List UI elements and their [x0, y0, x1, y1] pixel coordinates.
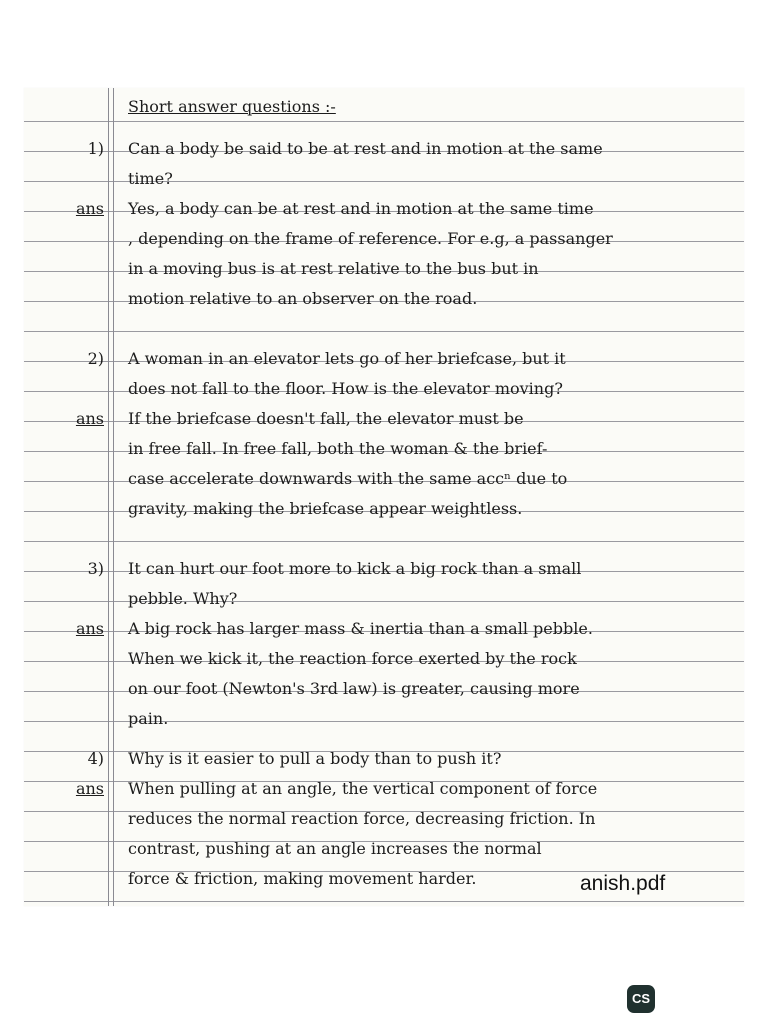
- question-number: 1): [87, 139, 104, 158]
- answer-label: ans: [75, 199, 104, 218]
- question-number: 3): [87, 559, 104, 578]
- answer-row: [24, 434, 744, 464]
- question-row: [24, 744, 744, 774]
- question-text: It can hurt our foot more to kick a big rock than a small: [128, 559, 582, 578]
- answer-row: [24, 704, 744, 734]
- answer-text: in a moving bus is at rest relative to the bus but in: [128, 259, 539, 278]
- answer-row: [24, 194, 744, 224]
- answer-text: in free fall. In free fall, both the woman & the brief-: [128, 439, 548, 458]
- answer-text: pain.: [128, 709, 169, 728]
- answer-text: motion relative to an observer on the road.: [128, 289, 478, 308]
- question-row: [24, 164, 744, 194]
- answer-row: [24, 644, 744, 674]
- answer-text: When pulling at an angle, the vertical component of force: [128, 779, 598, 798]
- answer-text: If the briefcase doesn't fall, the elevator must be: [128, 409, 524, 428]
- answer-row: [24, 774, 744, 804]
- camscanner-logo-icon: CS: [627, 985, 655, 1013]
- answer-text: When we kick it, the reaction force exerted by the rock: [128, 649, 577, 668]
- question-text: A woman in an elevator lets go of her briefcase, but it: [128, 349, 566, 368]
- answer-row: [24, 804, 744, 834]
- answer-row: [24, 254, 744, 284]
- question-number: 2): [87, 349, 104, 368]
- answer-row: [24, 404, 744, 434]
- answer-row: [24, 494, 744, 524]
- question-text: Can a body be said to be at rest and in motion at the same: [128, 139, 603, 158]
- answer-text: on our foot (Newton's 3rd law) is greater, causing more: [128, 679, 580, 698]
- answer-text: contrast, pushing at an angle increases the normal: [128, 839, 542, 858]
- question-text: does not fall to the floor. How is the elevator moving?: [128, 379, 563, 398]
- answer-label: ans: [75, 779, 104, 798]
- answer-text: , depending on the frame of reference. For e.g, a passanger: [128, 229, 613, 248]
- answer-text: Yes, a body can be at rest and in motion at the same time: [128, 199, 594, 218]
- answer-text: gravity, making the briefcase appear weightless.: [128, 499, 523, 518]
- question-text: time?: [128, 169, 173, 188]
- notebook-page: [24, 88, 744, 906]
- answer-label: ans: [75, 409, 104, 428]
- answer-row: [24, 834, 744, 864]
- question-row: [24, 554, 744, 584]
- question-text: pebble. Why?: [128, 589, 238, 608]
- question-number: 4): [87, 749, 104, 768]
- answer-text: force & friction, making movement harder.: [128, 869, 477, 888]
- answer-text: case accelerate downwards with the same accⁿ due to: [128, 469, 568, 488]
- answer-text: reduces the normal reaction force, decreasing friction. In: [128, 809, 596, 828]
- heading-row: [24, 92, 744, 122]
- question-row: [24, 374, 744, 404]
- answer-row: [24, 284, 744, 314]
- answer-row: [24, 464, 744, 494]
- answer-row: [24, 614, 744, 644]
- question-text: Why is it easier to pull a body than to push it?: [128, 749, 502, 768]
- question-row: [24, 584, 744, 614]
- answer-text: A big rock has larger mass & inertia than a small pebble.: [128, 619, 593, 638]
- watermark: anish.pdf: [580, 872, 666, 895]
- answer-row: [24, 674, 744, 704]
- answer-label: ans: [75, 619, 104, 638]
- page-heading: Short answer questions :-: [128, 97, 336, 116]
- question-row: [24, 134, 744, 164]
- answer-row: [24, 224, 744, 254]
- question-row: [24, 344, 744, 374]
